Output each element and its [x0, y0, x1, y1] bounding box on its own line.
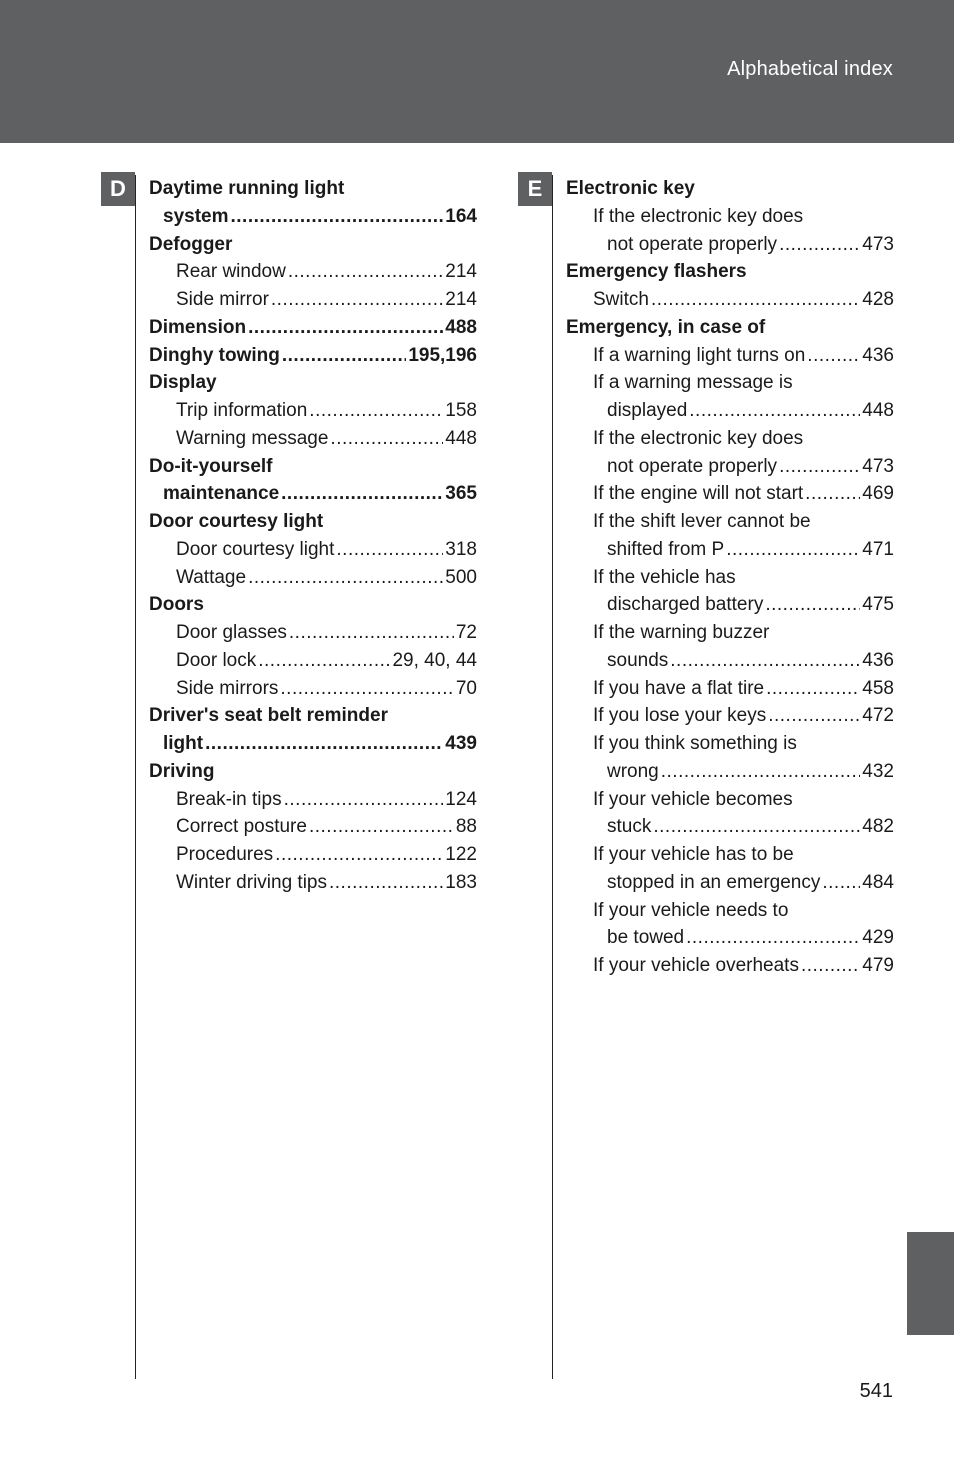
index-entry	[566, 841, 894, 869]
index-entry-page: 214	[445, 261, 477, 283]
leader-dots	[231, 203, 444, 231]
leader-dots	[805, 480, 860, 508]
index-entry-text: Wattage	[176, 566, 247, 588]
index-entry-text: Switch	[593, 289, 649, 310]
leader-dots	[766, 675, 860, 703]
index-entry	[149, 647, 477, 675]
index-entry-page: 458	[862, 677, 894, 699]
index-entry-page: 484	[862, 871, 894, 893]
index-entry-text: Display	[149, 372, 217, 394]
index-entry	[566, 591, 894, 619]
index-entry-text: Emergency, in case of	[566, 316, 766, 338]
index-entry	[566, 453, 894, 481]
leader-dots	[801, 952, 860, 980]
leader-dots	[309, 813, 454, 841]
index-entry-page: 473	[862, 455, 894, 477]
index-entry	[149, 786, 477, 814]
leader-dots	[329, 869, 443, 897]
index-entry-text: sounds	[607, 649, 669, 671]
index-entry-text: be towed	[607, 927, 685, 949]
index-entry-text: If you think something is	[593, 733, 797, 754]
leader-dots	[288, 258, 443, 286]
index-entry-text: Procedures	[176, 844, 274, 865]
leader-dots	[822, 869, 860, 897]
index-entry	[149, 258, 477, 286]
index-entry-text: If you lose your keys	[593, 705, 767, 727]
index-entry	[149, 619, 477, 647]
leader-dots	[271, 286, 443, 314]
index-entry	[149, 425, 477, 453]
index-entry-text: maintenance	[163, 483, 280, 505]
index-entry	[566, 786, 894, 814]
index-entry-text: shifted from P	[607, 538, 725, 560]
index-entry-text: Door courtesy light	[176, 538, 335, 560]
page-header	[0, 0, 954, 143]
column-divider-left	[135, 175, 136, 1379]
letter-tab-e: E	[518, 172, 552, 206]
index-entry-page: 428	[862, 289, 894, 310]
leader-dots	[248, 564, 443, 592]
index-entry	[149, 564, 477, 592]
index-entry-page: 475	[862, 594, 894, 616]
index-entry	[566, 425, 894, 453]
index-entry-page: 473	[862, 233, 894, 255]
leader-dots	[282, 342, 406, 370]
leader-dots	[280, 675, 453, 703]
index-entry-page: 488	[445, 316, 477, 338]
leader-dots	[309, 397, 443, 425]
leader-dots	[205, 730, 443, 758]
leader-dots	[281, 480, 443, 508]
index-entry	[149, 591, 477, 619]
index-entry-text: Break-in tips	[176, 788, 282, 810]
index-entry-page: 158	[445, 400, 477, 421]
index-entry	[566, 286, 894, 314]
index-entry-text: Side mirrors	[176, 677, 279, 699]
index-entry	[566, 869, 894, 897]
index-entry	[149, 730, 477, 758]
index-entry-text: Side mirror	[176, 289, 269, 310]
index-entry-text: Warning message	[176, 427, 329, 449]
index-entry-page: 432	[862, 760, 894, 782]
index-entry	[566, 619, 894, 647]
index-entry-text: If you have a flat tire	[593, 677, 765, 699]
index-entry-text: Winter driving tips	[176, 871, 327, 893]
index-entry	[566, 175, 894, 203]
index-entry-page: 472	[862, 705, 894, 727]
index-entry-page: 70	[455, 677, 477, 699]
leader-dots	[768, 702, 860, 730]
leader-dots	[779, 231, 860, 259]
index-entry	[566, 675, 894, 703]
index-entry-text: displayed	[607, 400, 688, 421]
leader-dots	[765, 591, 860, 619]
index-entry	[566, 536, 894, 564]
index-entry	[566, 924, 894, 952]
index-entry-text: stopped in an emergency	[607, 871, 821, 893]
index-entry	[566, 647, 894, 675]
leader-dots	[779, 453, 860, 481]
index-entry	[566, 342, 894, 370]
index-entry	[566, 730, 894, 758]
index-entry-page: 318	[445, 538, 477, 560]
index-entry-text: Daytime running light	[149, 178, 345, 199]
index-entry-page: 88	[455, 816, 477, 838]
index-entry-page: 436	[862, 649, 894, 671]
index-entry-text: If a warning light turns on	[593, 344, 806, 366]
index-entry	[566, 564, 894, 592]
leader-dots	[275, 841, 443, 869]
header-title: Alphabetical index	[727, 58, 893, 80]
index-entry-page: 448	[445, 427, 477, 449]
index-entry	[149, 536, 477, 564]
index-entry-text: If a warning message is	[593, 372, 793, 394]
index-entry-text: If the warning buzzer	[593, 622, 770, 643]
index-entry	[149, 869, 477, 897]
index-entry	[149, 175, 477, 203]
index-entry	[566, 314, 894, 342]
index-entry-text: If the electronic key does	[593, 427, 804, 449]
index-entry-page: 469	[862, 483, 894, 505]
index-entry-text: If your vehicle overheats	[593, 955, 799, 976]
index-entry	[566, 813, 894, 841]
index-entry-text: If your vehicle needs to	[593, 899, 789, 921]
index-entry-text: Driving	[149, 760, 215, 782]
index-entry	[149, 286, 477, 314]
index-entry-page: 72	[455, 622, 477, 643]
index-entry-page: 183	[445, 871, 477, 893]
index-entry-text: If the electronic key does	[593, 205, 804, 227]
index-entry-text: If your vehicle becomes	[593, 788, 793, 810]
leader-dots	[258, 647, 390, 675]
index-entry-text: not operate properly	[607, 455, 778, 477]
index-entry	[149, 203, 477, 231]
index-entry-text: If your vehicle has to be	[593, 844, 794, 865]
index-entry-text: If the vehicle has	[593, 566, 736, 588]
index-entry	[149, 508, 477, 536]
index-entry-page: 29, 40, 44	[392, 649, 477, 671]
index-entry-text: Defogger	[149, 233, 233, 255]
index-entry	[149, 314, 477, 342]
index-entry-page: 479	[862, 955, 894, 976]
index-entry	[149, 758, 477, 786]
index-entry	[149, 702, 477, 730]
chapter-thumb-tab	[907, 1232, 954, 1335]
column-divider-right	[552, 175, 553, 1379]
index-entry-text: If the shift lever cannot be	[593, 511, 811, 532]
letter-tab-d: D	[101, 172, 135, 206]
leader-dots	[807, 342, 860, 370]
leader-dots	[686, 924, 860, 952]
index-entry-page: 500	[445, 566, 477, 588]
index-entry-text: Door lock	[176, 649, 257, 671]
index-entry-text: Do-it-yourself	[149, 455, 273, 477]
index-entry-text: Doors	[149, 594, 204, 616]
index-entry	[566, 480, 894, 508]
index-entry	[566, 952, 894, 980]
leader-dots	[689, 397, 860, 425]
index-entry	[149, 480, 477, 508]
index-entry-page: 195,196	[408, 344, 477, 366]
leader-dots	[661, 758, 861, 786]
index-entry-text: Dimension	[149, 316, 247, 338]
index-entry-text: Driver's seat belt reminder	[149, 705, 388, 727]
index-entry-text: not operate properly	[607, 233, 778, 255]
leader-dots	[330, 425, 443, 453]
index-entry	[566, 508, 894, 536]
index-entry-text: light	[163, 733, 204, 754]
index-entry-page: 439	[445, 733, 477, 754]
index-entry	[566, 397, 894, 425]
index-entry	[566, 758, 894, 786]
index-entry-text: Rear window	[176, 261, 286, 283]
index-entry	[566, 231, 894, 259]
index-column-d	[149, 175, 477, 897]
index-entry-page: 448	[862, 400, 894, 421]
index-entry-text: Electronic key	[566, 178, 695, 199]
page-number: 541	[859, 1380, 893, 1402]
leader-dots	[726, 536, 860, 564]
index-entry-page: 124	[445, 788, 477, 810]
index-entry-text: discharged battery	[607, 594, 764, 616]
index-entry	[566, 258, 894, 286]
index-entry-text: Correct posture	[176, 816, 307, 838]
index-entry	[149, 369, 477, 397]
index-entry-text: Door courtesy light	[149, 511, 324, 532]
index-entry-page: 164	[445, 205, 477, 227]
leader-dots	[248, 314, 443, 342]
leader-dots	[336, 536, 443, 564]
index-entry	[149, 453, 477, 481]
index-entry-page: 482	[862, 816, 894, 838]
index-entry	[566, 897, 894, 925]
index-entry-text: Emergency flashers	[566, 261, 747, 283]
leader-dots	[284, 786, 444, 814]
index-entry	[566, 369, 894, 397]
index-entry-text: wrong	[607, 760, 659, 782]
index-entry-page: 365	[445, 483, 477, 505]
index-entry-text: stuck	[607, 816, 652, 838]
index-column-e	[566, 175, 894, 980]
index-entry-page: 122	[445, 844, 477, 865]
index-entry	[566, 702, 894, 730]
index-entry-page: 471	[862, 538, 894, 560]
index-entry-text: If the engine will not start	[593, 483, 804, 505]
index-entry	[149, 813, 477, 841]
index-entry	[149, 675, 477, 703]
leader-dots	[289, 619, 454, 647]
leader-dots	[670, 647, 860, 675]
index-entry-text: Door glasses	[176, 622, 287, 643]
index-entry	[149, 397, 477, 425]
index-entry-text: Trip information	[176, 400, 308, 421]
index-entry	[149, 342, 477, 370]
leader-dots	[653, 813, 860, 841]
index-entry-page: 429	[862, 927, 894, 949]
index-entry	[149, 841, 477, 869]
index-entry	[566, 203, 894, 231]
index-entry-page: 436	[862, 344, 894, 366]
index-entry	[149, 231, 477, 259]
index-entry-text: Dinghy towing	[149, 344, 280, 366]
index-entry-page: 214	[445, 289, 477, 310]
index-entry-text: system	[163, 205, 229, 227]
leader-dots	[651, 286, 860, 314]
